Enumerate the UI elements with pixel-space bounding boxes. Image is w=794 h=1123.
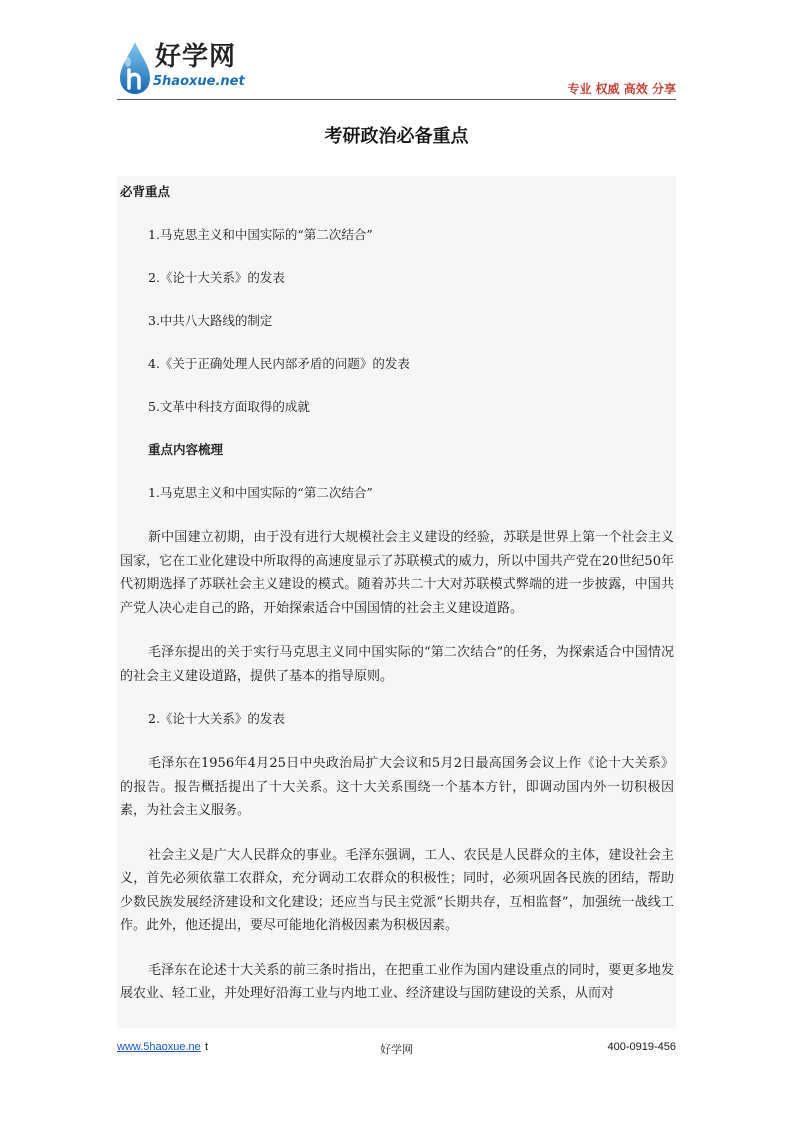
must-remember-heading: 必背重点 <box>120 184 171 199</box>
logo-chinese-text: 好学网 <box>155 42 237 72</box>
document-title: 考研政治必备重点 <box>324 126 469 147</box>
subsection-title: 1.马克思主义和中国实际的“第二次结合” <box>148 485 373 500</box>
body-paragraph: 毛泽东在1956年4月25日中央政治局扩大会议和5月2日最高国务会议上作《论十大关系》的报告。报告概括提出了十大关系。这十大关系围绕一个基本方针，即调动国内外一切积极因素，为社会主义服务。 <box>120 756 674 818</box>
page-header <box>117 40 676 100</box>
site-logo[interactable] <box>117 40 257 100</box>
water-drop-logo-icon <box>117 40 153 96</box>
key-point-item: 2.《论十大关系》的发表 <box>148 270 285 285</box>
body-paragraph: 毛泽东提出的关于实行马克思主义同中国实际的“第二次结合”的任务，为探索适合中国情况的社会主义建设道路，提供了基本的指导原则。 <box>120 645 674 684</box>
header-slogan: 专业 权威 高效 分享 <box>567 82 676 96</box>
key-point-item: 5.文革中科技方面取得的成就 <box>148 399 310 414</box>
document-body <box>117 176 676 1028</box>
key-point-item: 3.中共八大路线的制定 <box>148 313 273 328</box>
subsection-title: 2.《论十大关系》的发表 <box>148 711 285 726</box>
body-paragraph: 新中国建立初期，由于没有进行大规模社会主义建设的经验，苏联是世界上第一个社会主义国家，它在工业化建设中所取得的高速度显示了苏联模式的威力，所以中国共产党在20世纪50年代初期选择了苏联社会主义建设的模式。随着苏共二十大对苏联模式弊端的进一步披露，中国共产党人决心走自己的路，开始探索适合中国国情的社会主义建设道路。 <box>120 530 674 616</box>
review-heading: 重点内容梳理 <box>148 442 224 457</box>
footer-link-tail: t <box>205 1041 209 1053</box>
key-point-item: 1.马克思主义和中国实际的“第二次结合” <box>148 227 373 242</box>
key-point-item: 4.《关于正确处理人民内部矛盾的问题》的发表 <box>148 356 410 371</box>
footer-phone-number: 400-0919-456 <box>607 1041 676 1053</box>
footer-site-name: 好学网 <box>380 1043 413 1056</box>
page-footer <box>117 1041 676 1059</box>
body-paragraph: 毛泽东在论述十大关系的前三条时指出，在把重工业作为国内建设重点的同时，要更多地发展农业、轻工业，并处理好沿海工业与内地工业、经济建设与国防建设的关系，从而对 <box>120 962 674 1001</box>
footer-website-link[interactable]: www.5haoxue.ne <box>117 1041 201 1053</box>
logo-domain-text: 5haoxue.net <box>153 74 245 89</box>
body-paragraph: 社会主义是广大人民群众的事业。毛泽东强调，工人、农民是人民群众的主体，建设社会主义，首先必须依靠工农群众，充分调动工农群众的积极性；同时，必须巩固各民族的团结，帮助少数民族发展经济建设和文化建设；还应当与民主党派“长期共存，互相监督”，加强统一战线工作。此外，他还提出，要尽可能地化消极因素为积极因素。 <box>120 847 674 933</box>
header-divider <box>117 99 676 100</box>
